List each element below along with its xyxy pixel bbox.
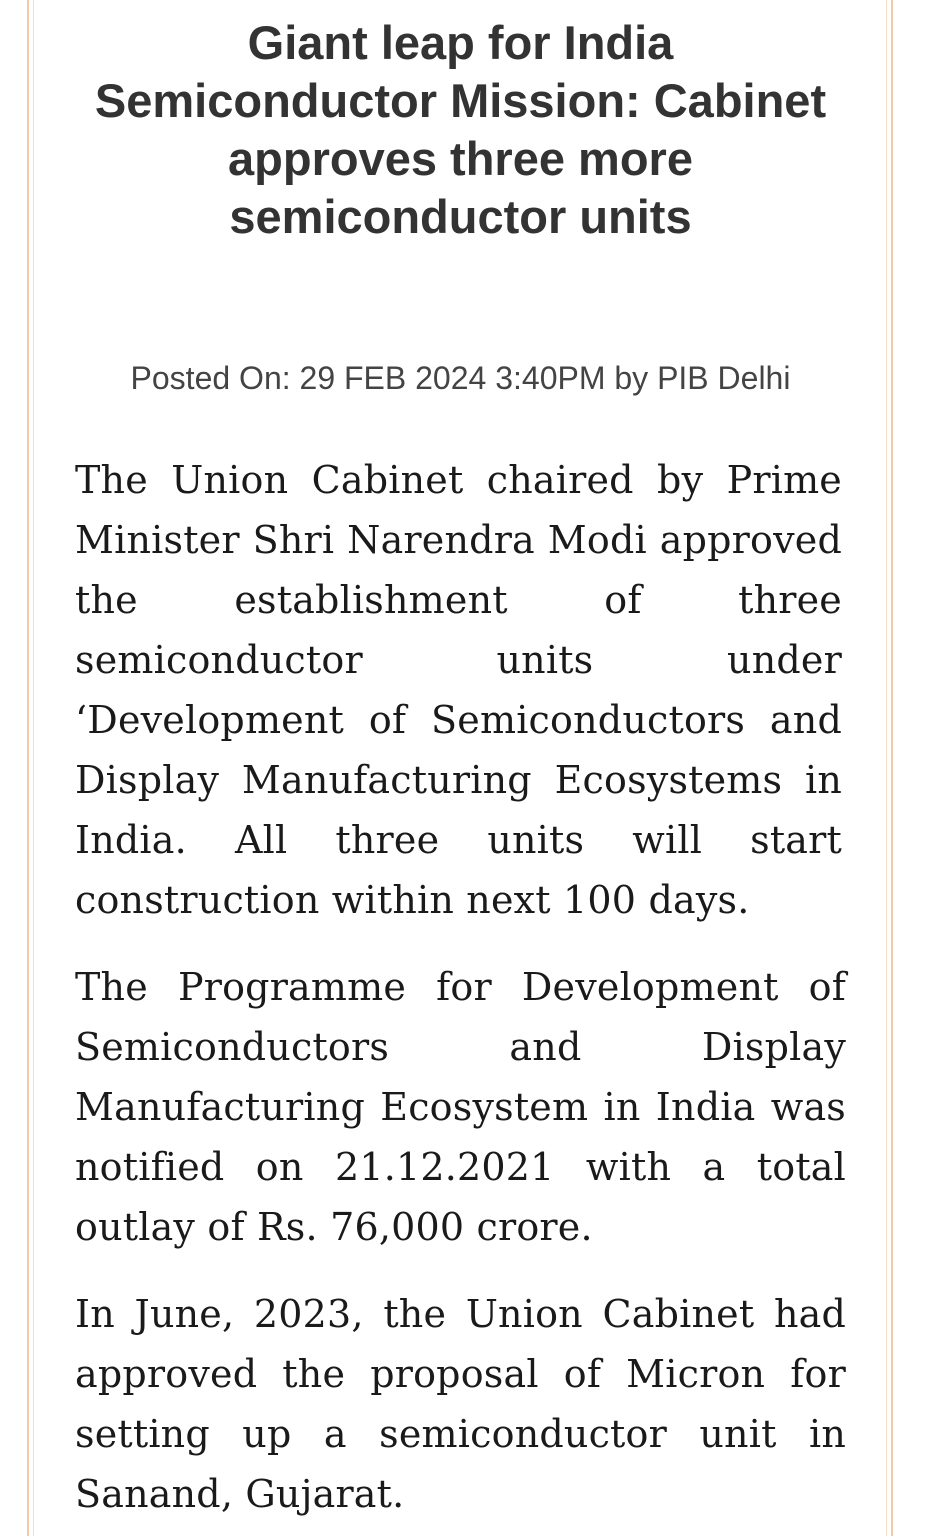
article — [75, 0, 846, 1524]
article-title: Giant leap for India Semiconductor Mission: Cabinet approves three more semiconductor units — [94, 16, 827, 243]
right-border-inner — [886, 0, 887, 1536]
article-paragraph-3: In June, 2023, the Union Cabinet had approved the proposal of Micron for setting up a semiconductor unit in Sanand, Gujarat. — [75, 1292, 846, 1516]
left-border-outer — [27, 0, 29, 1536]
left-border-inner — [33, 0, 34, 1536]
article-paragraph-2: The Programme for Development of Semiconductors and Display Manufacturing Ecosystem in India was notified on 21.12.2021 with a total outlay of Rs. 76,000 crore. — [75, 965, 846, 1249]
posted-date: Posted On: 29 FEB 2024 3:40PM by PIB Delhi — [130, 360, 791, 396]
right-border-outer — [891, 0, 893, 1536]
article-paragraph-1: The Union Cabinet chaired by Prime Minister Shri Narendra Modi approved the establishment of three semiconductor units under ‘Development of Semiconductors and Display Manufacturing Ecosystems in India. All three units will start construction within next 100 days. — [75, 458, 842, 922]
